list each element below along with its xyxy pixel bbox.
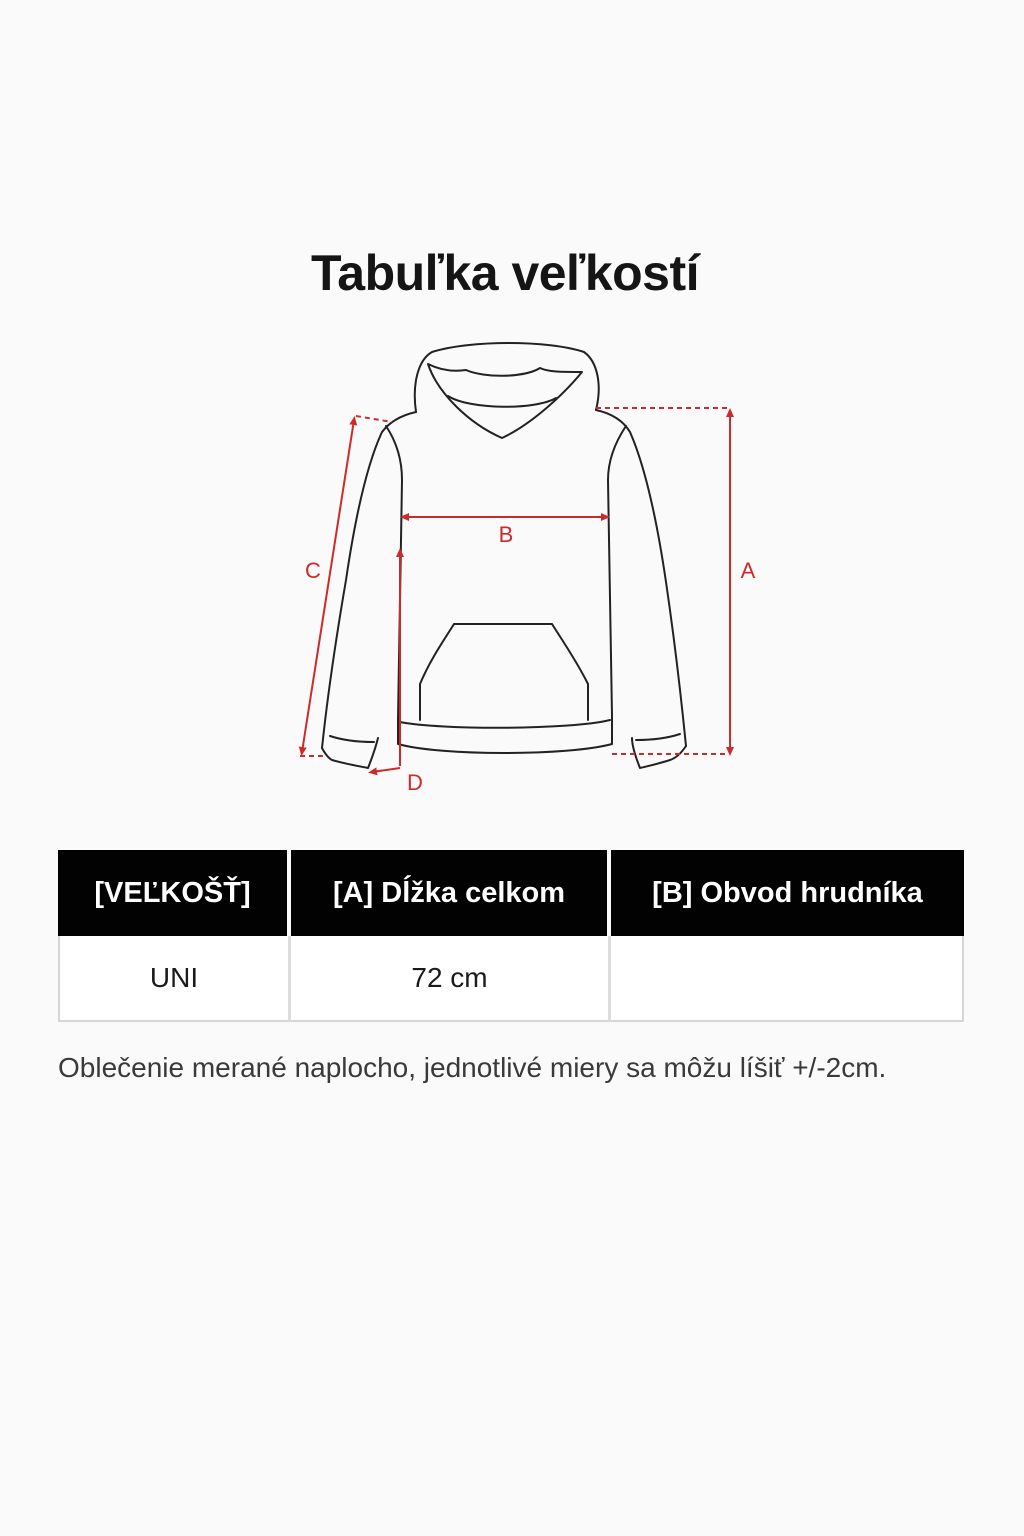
header-length: [A] Dĺžka celkom [291, 850, 611, 936]
hoodie-outline [322, 343, 686, 768]
cell-chest [611, 936, 964, 1022]
label-a: A [740, 558, 756, 583]
size-table [58, 850, 964, 1022]
cell-size: UNI [58, 936, 291, 1022]
cell-length: 72 cm [291, 936, 611, 1022]
guide-c-top [356, 416, 392, 422]
page-title: Tabuľka veľkostí [310, 245, 700, 301]
header-size: [VEĽKOŠŤ] [58, 850, 291, 936]
measurement-note: Oblečenie merané naplocho, jednotlivé miery sa môžu líšiť +/-2cm. [58, 1052, 887, 1083]
label-d: D [407, 770, 423, 795]
arrow-d-cuff [372, 768, 400, 772]
header-chest: [B] Obvod hrudníka [611, 850, 964, 936]
measurement-lines [300, 408, 730, 772]
label-c: C [305, 558, 321, 583]
table-header-row [58, 850, 964, 936]
table-row [58, 936, 964, 1022]
label-b: B [498, 522, 514, 547]
